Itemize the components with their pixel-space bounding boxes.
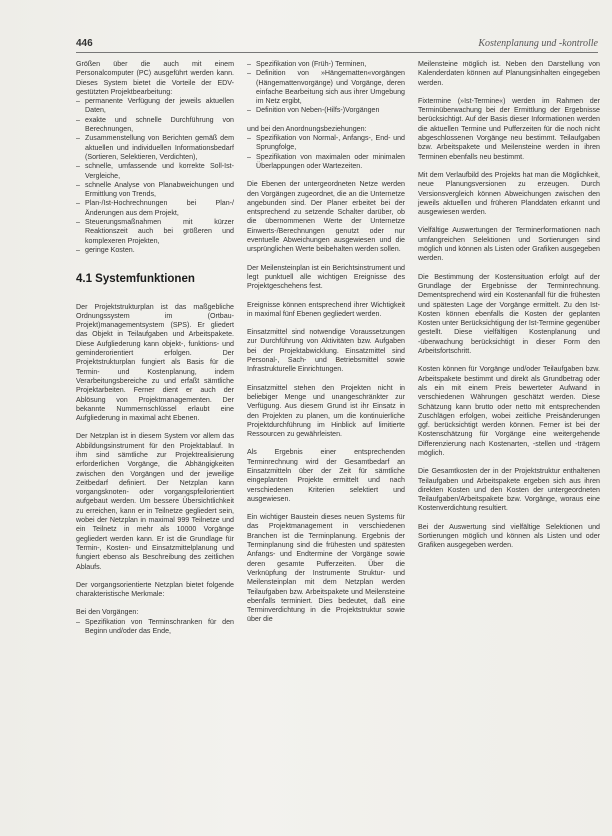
list-item: – schnelle, umfassende und korrekte Soll-Ist-Vergleiche, <box>76 162 234 181</box>
page-header <box>76 38 598 53</box>
vorgaenge-list <box>76 618 234 637</box>
paragraph-gesamtkosten: Die Gesamtkosten der in der Projektstruktur enthaltenen Teilaufgaben und Arbeitspakete ergeben sich aus ihren direkten Kosten und den Kosten der untergeordneten Teilaufgaben/Arbeitspakete bzw. Vorgänge, woraus eine Kostenverdichtung resultiert. <box>418 467 600 513</box>
paragraph-einsatzmittel-2: Einsatzmittel stehen den Projekten nicht in beliebiger Menge und unangeschränkter zur Verfügung. Aus diesem Grund ist ihr Einsatz in den Projekten zu planen, um die kontinuierliche Projektdurchführung im Hinblick auf limitierte Ressourcen zu gewährleisten. <box>247 383 405 439</box>
list-item: – Spezifikation von Normal-, Anfangs-, End- und Sprungfolge, <box>247 134 405 153</box>
paragraph-ergebnis: Als Ergebnis einer entsprechenden Terminrechnung wird der Gesamtbedarf an Einsatzmitteln über der Zeit für sämtliche eingeplanten Projekte ermittelt und nach verschiedenen Kriterien selektiert und ausgewiesen. <box>247 448 405 503</box>
column-1 <box>76 60 234 645</box>
list-item: – Spezifikation von maximalen oder minimalen Überlappungen oder Wartezeiten. <box>247 153 405 172</box>
paragraph-fixtermine: Fixtermine (»Ist-Termine«) werden im Rahmen der Terminüberwachung bei der Ermittlung der Ergebnisse berücksichtigt. Auf der Basis dieser Informationen werden die aktuellen Termine und Pufferzeiten für die noch nicht abgeschlossenen Vorgänge neu bestimmt. Teilaufgaben bzw. Arbeitspakete und Meilensteine werden in ihren Terminen ebenfalls neu bestimmt. <box>418 96 600 161</box>
paragraph-anordnung: und bei den Anordnungsbeziehungen: <box>247 124 367 133</box>
paragraph-kostensituation: Die Bestimmung der Kostensituation erfolgt auf der Grundlage der Ergebnisse der Terminrechnung. Dementsprechend wird ein Kostenanfall für die frühesten und spätesten Lage der Vorgänge ermittelt. Zu den Ist-Kosten können ebenfalls die Kosten der geplanten Kosten unter Berücksichtigung der Ist-Termine gegenüber gestellt. Diese vielfältigen Kostenplanung und -überwachung berücksichtigt in dieser Form den Arbeitsfortschritt. <box>418 272 600 356</box>
anordnung-list <box>247 134 405 171</box>
paragraph-auswertung-final: Bei der Auswertung sind vielfältige Selektionen und Sortierungen möglich und können als Listen und oder Grafiken ausgegeben werden. <box>418 522 600 550</box>
paragraph-projektstrukturplan: Der Projektstrukturplan ist das maßgebliche Ordnungssystem im (Ortbau-Projekt)managementsystem (SPS). Er gliedert das Objekt in Teilaufgaben und Arbeitspakete. Diese Aufgliederung kann objekt-, funktions- und geminderorientiert erfolgen. Der Projektstrukturplan fungiert als Basis für die Termin- und Kostenplanung, indem Verarbeitungsbereiche zu und erfaßt sämtliche Projektarbeiten. Ferner dient er auch der Ablösung von Projektmanagementen. Der bekannte Nummernschlüssel erlaubt eine Aufgliederung in maximal acht Ebenen. <box>76 302 234 423</box>
paragraph-ereignisse: Ereignisse können entsprechend ihrer Wichtigkeit in maximal fünf Ebenen gegliedert werden. <box>247 300 405 318</box>
page-number: 446 <box>76 38 93 49</box>
list-item: – Spezifikation von Terminschranken für den Beginn und/oder das Ende, <box>76 618 234 637</box>
running-title: Kostenplanung und -kontrolle <box>478 38 598 49</box>
list-item: – geringe Kosten. <box>76 246 234 255</box>
paragraph-vorgaenge: Bei den Vorgängen: <box>76 608 139 617</box>
column-3 <box>418 60 600 560</box>
paragraph-intro: Größen über die auch mit einem Personalcomputer (PC) ausgeführt werden kann. Dieses System bietet die Vorteile der EDV-gestützten Projektbearbeitung: <box>76 60 234 96</box>
list-item: – Definition von Neben-(Hilfs-)Vorgängen <box>247 106 405 115</box>
list-item: – Definition von »Hängematten«vorgängen (Hängemattenvorgänge) und Vorgänge, deren einfache Bearbeitung sich aus ihrer Umgebung im Netz ergibt, <box>247 69 405 106</box>
paragraph-meilensteinplan: Der Meilensteinplan ist ein Berichtsinstrument und legt punktuell alle wichtigen Ereignisse des Projektgeschehens fest. <box>247 263 405 291</box>
section-heading: 4.1 Systemfunktionen <box>76 273 195 286</box>
list-item: – Steuerungsmaßnahmen mit kürzer Reaktionszeit auch bei größeren und komplexeren Projekten, <box>76 218 234 246</box>
list-item: – exakte und schnelle Durchführung von Berechnungen, <box>76 116 234 135</box>
list-item: – Zusammenstellung von Berichten gemäß dem aktuellen und individuellen Informationsbedarf (Sortieren, Selektieren, Verdichten), <box>76 134 234 162</box>
paragraph-merkmale: Der vorgangsorientierte Netzplan bietet folgende charakteristische Merkmale: <box>76 580 234 599</box>
list-item: – Plan-/Ist-Hochrechnungen bei Plan-/Änderungen aus dem Projekt, <box>76 199 234 218</box>
list-item: – permanente Verfügung der jeweils aktuellen Daten, <box>76 97 234 116</box>
paragraph-verlauf: Mit dem Verlaufbild des Projekts hat man die Möglichkeit, neue Planungsversionen zu erzeugen. Durch Versionsvergleich können Abweichungen zwischen den jeweils aktuellen und früheren Planddaten erkannt und ausgewiesen werden. <box>418 170 600 217</box>
paragraph-terminplanung: Ein wichtiger Baustein dieses neuen Systems für das Projektmanagement in verschiedenen Branchen ist die Terminplanung. Ergebnis der Terminplanung sind die frühesten und spätesten Anfangs- und Endtermine der Vorgänge sowie deren gesamte Pufferzeiten. Über die Verknüpfung der Instrumente Struktur- und Meilensteinplan mit dem Netzplan werden Teilaufgaben bzw. Arbeitspakete und Meilensteine ebenfalls terminiert. Dies bedeutet, daß eine Terminverdichtung in die Projektstruktur sowie über die <box>247 513 405 624</box>
paragraph-kosten: Kosten können für Vorgänge und/oder Teilaufgaben bzw. Arbeitspakete bestimmt und direkt als Grundbetrag oder als ein mit einem Preis bewerteter Aufwand in verschiedenen Währungen geschätzt werden. Diese Schätzung kann brutto oder netto mit entsprechenden Zuschlägen erfolgen, wobei zeitliche Preisänderungen ggf. berücksichtigt werden können. Ferner ist bei der Kostenschätzung für Vorgänge eine weitergehende Differenzierung nach Kostenarten, -stellen und -trägern möglich. <box>418 365 600 457</box>
vorgaenge-list-cont <box>247 60 405 116</box>
list-item: – Spezifikation von (Früh-) Terminen, <box>247 60 405 69</box>
list-item: – schnelle Analyse von Planabweichungen und Ermittlung von Trends, <box>76 181 234 200</box>
column-2 <box>247 60 405 634</box>
paragraph-auswertungen: Vielfältige Auswertungen der Terminerformationen nach umfangreichen Selektionen und Sortierungen sind möglich und können als Listen oder Grafiken ausgegeben werden. <box>418 226 600 263</box>
paragraph-ebenen: Die Ebenen der untergeordneten Netze werden den Vorgängen zugeordnet, die an die Unternetze angebunden sind. Der Planer erbeitet bei der entsprechend zu setzende Schalter darüber, ob die übernommenen Werte der Unternetze Einwerts-/Berechnungen genutzt oder nur eventuelle Abweichungen ausgewiesen und die ursprünglichen Werte beibehalten werden sollen. <box>247 180 405 254</box>
benefits-list <box>76 97 234 255</box>
paragraph-meilensteine: Meilensteine möglich ist. Neben den Darstellung von Kalenderdaten können auf Planungsinhalten eingegeben werden. <box>418 60 600 87</box>
paragraph-einsatzmittel: Einsatzmittel sind notwendige Voraussetzungen zur Durchführung von Aktivitäten bzw. Aufgaben bei der Projektabwicklung. Einsatzmittel sind Personal-, Sach- und Betriebsmittel sowie Infrastrukturelle Einrichtungen. <box>247 328 405 374</box>
paragraph-netzplan: Der Netzplan ist in diesem System vor allem das Abbildungsinstrument für den Projektablauf. In ihm sind sämtliche zur Projektrealisierung erforderlichen Vorgänge, die Abhängigkeiten zwischen den Vorgängen und der jeweilige Zeitbedarf definiert. Der Netzplan kann vorgangsknoten- oder vorgangspfeilorientiert aufgebaut werden. Um bessere Übersichtlichkeit zu erreichen, kann er in Teilnetze gegliedert sein, wobei der Netzplan in maximal 999 Teilnetze und ein Teilnetz in mehr als 10000 Vorgänge gegliedert werden kann. Er ist die Grundlage für Termin-, Kosten- und Einsatzmittelplanung und fungiert ebenso als Beschreibung des zeitlichen Ablaufs. <box>76 432 234 571</box>
